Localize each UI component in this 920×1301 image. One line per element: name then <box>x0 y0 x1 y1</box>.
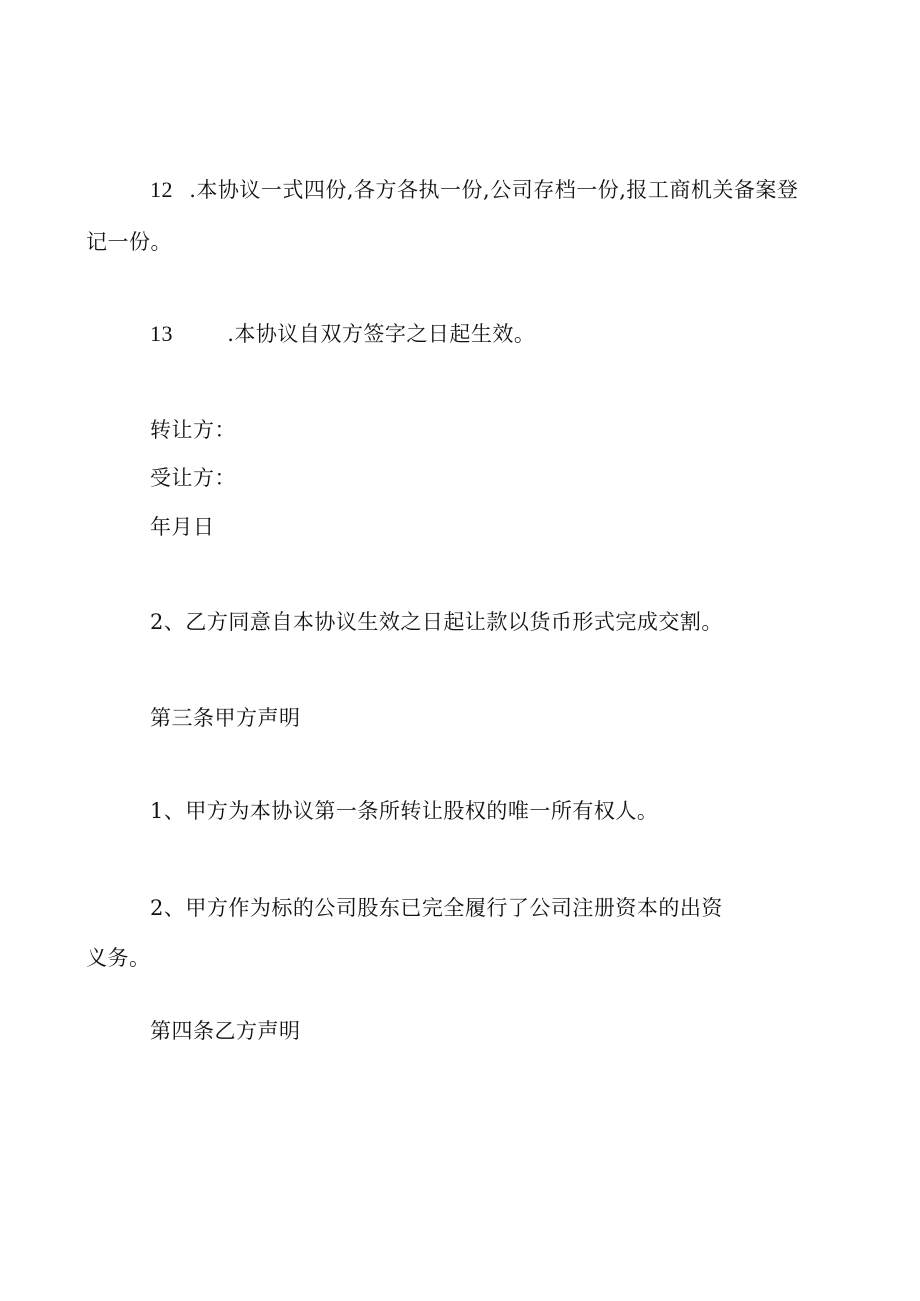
article-4-heading: 第四条乙方声明 <box>150 1019 301 1043</box>
date-label: 年月日 <box>150 515 215 539</box>
clause-12-number: 12 <box>150 177 173 202</box>
clause-13-text: .本协议自双方签字之日起生效。 <box>227 322 536 346</box>
clause-12-text: .本协议一式四份,各方各执一份,公司存档一份,报工商机关备案登 <box>189 178 799 202</box>
clause-13-number: 13 <box>150 321 173 346</box>
article-3-item-2-continuation: 义务。 <box>86 946 151 970</box>
article-3-heading: 第三条甲方声明 <box>150 706 301 730</box>
clause-12 <box>150 176 798 204</box>
transferee-label: 受让方： <box>150 466 236 490</box>
transferor-label: 转让方： <box>150 418 236 442</box>
article-3-item-2: 2、甲方作为标的公司股东已完全履行了公司注册资本的出资 <box>150 896 723 920</box>
article-3-item-1: 1、甲方为本协议第一条所转让股权的唯一所有权人。 <box>150 799 659 823</box>
clause-13 <box>150 320 535 348</box>
payment-clause: 2、乙方同意自本协议生效之日起让款以货币形式完成交割。 <box>150 610 723 634</box>
clause-12-continuation: 记一份。 <box>86 230 172 254</box>
